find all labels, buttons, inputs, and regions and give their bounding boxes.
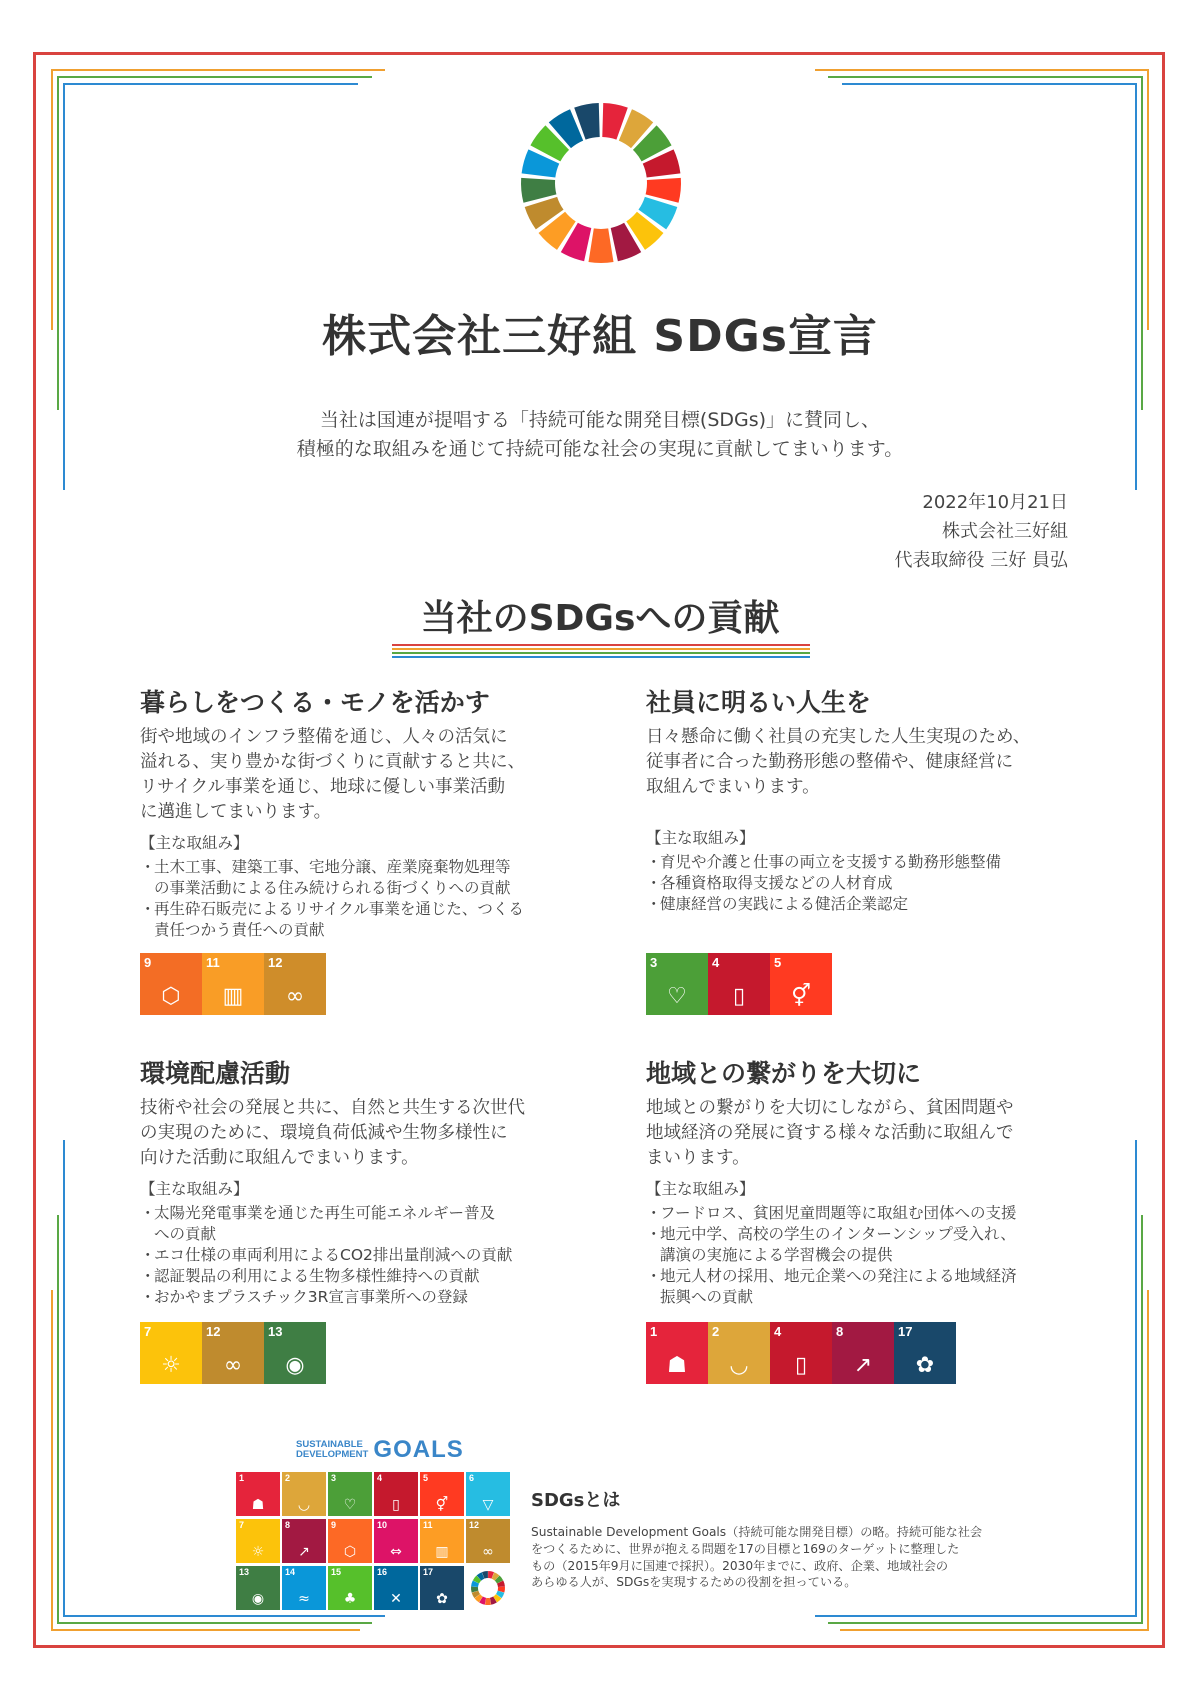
goal-number: 6: [469, 1473, 475, 1483]
infinity-icon: ∞: [223, 1353, 243, 1378]
goal-number: 17: [423, 1567, 434, 1577]
grid-goal-tile-5: [420, 1472, 464, 1516]
goal-number: 9: [331, 1520, 337, 1530]
section-heading: 地域との繋がりを大切に: [646, 1059, 922, 1088]
initiative-item: [140, 857, 610, 899]
goal-number: 7: [239, 1520, 245, 1530]
tree-icon: ♣: [343, 1591, 357, 1607]
bullet: ・: [140, 900, 156, 918]
section-body-line: まいります。: [646, 1148, 750, 1168]
goal-tile-4: [708, 953, 770, 1015]
initiative-item-line: 責任つかう責任への貢献: [154, 921, 325, 939]
sdg-wheel-logo: [520, 102, 682, 264]
section-body-line: の実現のために、環境負荷低減や生物多様性に: [140, 1123, 508, 1143]
goal-number: 1: [650, 1324, 658, 1339]
water-icon: ▽: [482, 1497, 494, 1513]
initiative-item: [646, 873, 1116, 894]
initiative-item: [140, 1245, 610, 1266]
book-icon: ▯: [732, 984, 746, 1009]
initiative-item-line: 各種資格取得支援などの人材育成: [660, 874, 893, 892]
sdgs-about-line: をつくるために、世界が抱える問題を17の目標と169のターゲットに整理した: [531, 1541, 960, 1556]
goal-tile-17: [894, 1322, 956, 1384]
initiative-item: [646, 1224, 1116, 1266]
bullet: ・: [646, 895, 662, 913]
bullet: ・: [646, 874, 662, 892]
goal-number: 12: [206, 1324, 221, 1339]
initiative-item: [140, 899, 610, 941]
goal-number: 15: [331, 1567, 342, 1577]
grid-goal-tile-17: [420, 1566, 464, 1610]
bowl-icon: ◡: [297, 1497, 311, 1513]
sdgs-about-heading: SDGsとは: [531, 1490, 621, 1511]
heartbeat-icon: ♡: [343, 1497, 357, 1513]
goal-tiles-living: [140, 953, 350, 1021]
initiative-item-line: 地元中学、高校の学生のインターンシップ受入れ、: [660, 1225, 1016, 1243]
bullet: ・: [646, 1225, 662, 1243]
grid-goal-tile-15: [328, 1566, 372, 1610]
initiative-item-line: おかやまプラスチック3R宣言事業所への登録: [154, 1288, 468, 1306]
initiative-item-line: 太陽光発電事業を通じた再生可能エネルギー普及: [154, 1204, 496, 1222]
goal-tile-2: [708, 1322, 770, 1384]
initiative-item: [646, 894, 1116, 915]
infinity-icon: ∞: [285, 984, 305, 1009]
section-body-line: に邁進してまいります。: [140, 802, 332, 822]
flower-icon: ✿: [436, 1591, 448, 1607]
goal-tiles-employees: [646, 953, 856, 1021]
goal-tiles-environment: [140, 1322, 350, 1390]
initiative-item-line: 再生砕石販売によるリサイクル事業を通じた、つくる: [154, 900, 524, 918]
book-icon: ▯: [392, 1497, 400, 1513]
sdgs-about-line: あらゆる人が、SDGsを実現するための役割を担っている。: [531, 1575, 857, 1590]
goal-number: 13: [239, 1567, 250, 1577]
section-body: [140, 725, 610, 825]
goal-tiles-community: [646, 1322, 986, 1390]
wheel-segment: [589, 228, 614, 263]
goal-number: 17: [898, 1324, 913, 1339]
initiative-item-line: 振興への貢献: [660, 1288, 754, 1306]
goal-number: 12: [469, 1520, 480, 1530]
section-body-line: 地域との繋がりを大切にしながら、貧困問題や: [646, 1098, 1014, 1118]
goal-tile-13: [264, 1322, 326, 1384]
section-body-line: 取組んでまいります。: [646, 777, 820, 797]
goal-number: 8: [285, 1520, 291, 1530]
goal-number: 4: [712, 955, 720, 970]
city-icon: ▥: [222, 984, 244, 1009]
grid-goal-tile-16: [374, 1566, 418, 1610]
initiative-item-line: 育児や介護と仕事の両立を支援する勤務形態整備: [660, 853, 1002, 871]
cubes-icon: ⬡: [161, 984, 181, 1009]
bullet: ・: [140, 1288, 156, 1306]
section-environment: [140, 1054, 610, 1308]
initiative-item: [140, 1266, 610, 1287]
grid-goal-tile-14: [282, 1566, 326, 1610]
flower-icon: ✿: [915, 1353, 935, 1378]
sun-icon: ☼: [251, 1544, 265, 1560]
wheel-segment: [485, 1598, 491, 1605]
initiative-item: [646, 852, 1116, 873]
growth-chart-icon: ↗: [298, 1544, 310, 1560]
initiative-item-line: 地元人材の採用、地元企業への発注による地域経済: [660, 1267, 1017, 1285]
goals-logo-line2: DEVELOPMENT: [296, 1449, 369, 1460]
grid-goal-tile-7: [236, 1519, 280, 1563]
cubes-icon: ⬡: [343, 1544, 357, 1560]
initiative-item: [646, 1266, 1116, 1308]
goal-number: 3: [331, 1473, 337, 1483]
grid-goal-tile-8: [282, 1519, 326, 1563]
grid-goal-tile-10: [374, 1519, 418, 1563]
items-label: 【主な取組み】: [140, 834, 249, 852]
section-heading: 環境配慮活動: [140, 1059, 291, 1088]
sdgs-goals-logo: [296, 1436, 464, 1464]
goal-number: 16: [377, 1567, 388, 1577]
goal-tile-9: [140, 953, 202, 1015]
sdgs-goals-grid: [236, 1472, 514, 1612]
items-label: 【主な取組み】: [140, 1180, 249, 1198]
initiative-item-line: 認証製品の利用による生物多様性維持への貢献: [154, 1267, 480, 1285]
family-icon: ☗: [251, 1497, 265, 1513]
goal-tile-12: [202, 1322, 264, 1384]
section-community: [646, 1054, 1116, 1308]
initiative-item-line: 健康経営の実践による健活企業認定: [660, 895, 909, 913]
goal-tile-8: [832, 1322, 894, 1384]
bullet: ・: [646, 1267, 662, 1285]
intro-line-1: 当社は国連が提唱する「持続可能な開発目標(SDGs)」に賛同し、: [319, 409, 881, 431]
section-body: [140, 1096, 610, 1171]
section-heading: 暮らしをつくる・モノを活かす: [140, 688, 490, 717]
section-body-line: 日々懸命に働く社員の充実した人生実現のため、: [646, 727, 1031, 747]
sdgs-about-line: Sustainable Development Goals（持続可能な開発目標）の略。持続可能な社会: [531, 1525, 983, 1539]
contribution-heading: 当社のSDGsへの貢献: [420, 598, 780, 639]
section-body: [646, 725, 1116, 800]
city-icon: ▥: [435, 1544, 449, 1560]
sdgs-about-text: [531, 1524, 1051, 1591]
bullet: ・: [140, 1267, 156, 1285]
initiative-item-line: への貢献: [154, 1225, 217, 1243]
infinity-icon: ∞: [482, 1544, 494, 1560]
initiative-item-line: の事業活動による住み続けられる街づくりへの貢献: [154, 879, 511, 897]
bullet: ・: [646, 853, 662, 871]
section-body-line: 地域経済の発展に資する様々な活動に取組んで: [646, 1123, 1014, 1143]
grid-goal-tile-1: [236, 1472, 280, 1516]
goal-tile-7: [140, 1322, 202, 1384]
goal-number: 2: [285, 1473, 291, 1483]
goal-tile-12: [264, 953, 326, 1015]
sdg-wheel-small-icon: [466, 1566, 510, 1610]
initiative-item-line: エコ仕様の車両利用によるCO2排出量削減への貢献: [154, 1246, 513, 1264]
goal-number: 11: [206, 955, 220, 970]
goal-number: 4: [774, 1324, 782, 1339]
representative-name: 代表取締役 三好 員弘: [894, 550, 1068, 571]
initiative-item: [646, 1203, 1116, 1224]
items-label: 【主な取組み】: [646, 829, 755, 847]
goal-number: 1: [239, 1473, 245, 1483]
section-body-line: 技術や社会の発展と共に、自然と共生する次世代: [140, 1098, 525, 1118]
items-label: 【主な取組み】: [646, 1180, 755, 1198]
goal-number: 5: [774, 955, 782, 970]
grid-goal-tile-6: [466, 1472, 510, 1516]
goal-tile-11: [202, 953, 264, 1015]
section-heading: 社員に明るい人生を: [646, 688, 872, 717]
growth-chart-icon: ↗: [853, 1353, 873, 1378]
grid-goal-tile-13: [236, 1566, 280, 1610]
goal-number: 5: [423, 1473, 429, 1483]
equality-icon: ⇔: [390, 1544, 402, 1560]
sdgs-about-line: もの（2015年9月に国連で採択）。2030年までに、政府、企業、地域社会の: [531, 1558, 949, 1573]
initiative-item: [140, 1287, 610, 1308]
goals-logo-text: GOALS: [373, 1436, 464, 1463]
family-icon: ☗: [667, 1353, 687, 1378]
grid-goal-tile-4: [374, 1472, 418, 1516]
book-icon: ▯: [794, 1353, 808, 1378]
goal-tile-4: [770, 1322, 832, 1384]
goal-number: 3: [650, 955, 658, 970]
section-body: [646, 1096, 1116, 1171]
eye-globe-icon: ◉: [285, 1353, 305, 1378]
initiative-item-line: 講演の実施による学習機会の提供: [660, 1246, 893, 1264]
grid-goal-tile-12: [466, 1519, 510, 1563]
gender-icon: ⚥: [435, 1497, 449, 1513]
contribution-underline: [392, 644, 810, 660]
grid-goal-tile-11: [420, 1519, 464, 1563]
bullet: ・: [646, 1204, 662, 1222]
intro-line-2: 積極的な取組みを通じて持続可能な社会の実現に貢献してまいります。: [296, 438, 904, 460]
grid-goal-tile-9: [328, 1519, 372, 1563]
goal-number: 13: [268, 1324, 283, 1339]
goals-logo-line1: SUSTAINABLE: [296, 1439, 363, 1450]
section-body-line: 溢れる、実り豊かな街づくりに貢献すると共に、: [140, 752, 525, 772]
dove-icon: ✕: [390, 1591, 402, 1607]
section-living: [140, 683, 610, 941]
bullet: ・: [140, 858, 156, 876]
section-employees: [646, 683, 1116, 915]
declaration-date: 2022年10月21日: [922, 492, 1068, 513]
fish-icon: ≈: [298, 1591, 310, 1607]
sun-icon: ☼: [161, 1353, 181, 1378]
goal-number: 9: [144, 955, 152, 970]
eye-globe-icon: ◉: [251, 1591, 265, 1607]
bowl-icon: ◡: [729, 1353, 749, 1378]
initiative-item-line: 土木工事、建築工事、宅地分譲、産業廃棄物処理等: [154, 858, 511, 876]
goal-number: 11: [423, 1520, 433, 1530]
goal-number: 14: [285, 1567, 296, 1577]
section-body-line: 街や地域のインフラ整備を通じ、人々の活気に: [140, 727, 508, 747]
bullet: ・: [140, 1204, 156, 1222]
section-body-line: 従事者に合った勤務形態の整備や、健康経営に: [646, 752, 1014, 772]
section-body-line: 向けた活動に取組んでまいります。: [140, 1148, 419, 1168]
goal-number: 7: [144, 1324, 152, 1339]
goal-number: 12: [268, 955, 283, 970]
grid-goal-tile-3: [328, 1472, 372, 1516]
goal-number: 10: [377, 1520, 388, 1530]
goal-tile-5: [770, 953, 832, 1015]
goal-number: 8: [836, 1324, 844, 1339]
goal-tile-3: [646, 953, 708, 1015]
company-name: 株式会社三好組: [942, 521, 1068, 542]
bullet: ・: [140, 1246, 156, 1264]
grid-goal-tile-2: [282, 1472, 326, 1516]
goal-number: 4: [377, 1473, 383, 1483]
initiative-item-line: フードロス、貧困児童問題等に取組む団体への支援: [660, 1204, 1017, 1222]
gender-icon: ⚥: [791, 984, 811, 1009]
initiative-item: [140, 1203, 610, 1245]
heartbeat-icon: ♡: [667, 984, 687, 1009]
page-title: 株式会社三好組 SDGs宣言: [322, 311, 878, 362]
section-body-line: リサイクル事業を通じ、地球に優しい事業活動: [140, 777, 506, 797]
goal-number: 2: [712, 1324, 720, 1339]
goal-tile-1: [646, 1322, 708, 1384]
